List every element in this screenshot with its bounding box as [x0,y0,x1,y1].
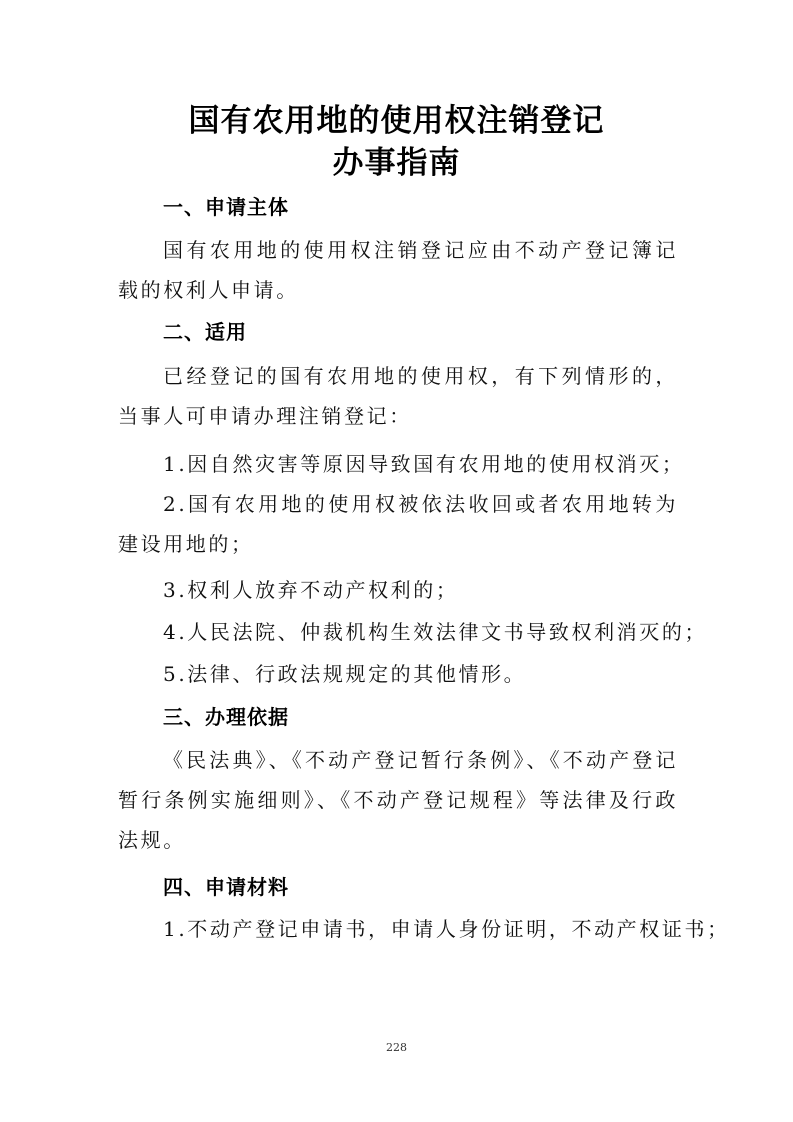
section3-paragraph: 《民法典》、《不动产登记暂行条例》、《不动产登记暂行条例实施细则》、《不动产登记规程》等法律及行政法规。 [118,748,678,852]
section3-heading: 三、办理依据 [163,705,289,729]
section2-item-4: 4.人民法院、仲裁机构生效法律文书导致权利消灭的； [163,620,708,644]
section2-intro: 已经登记的国有农用地的使用权，有下列情形的，当事人可申请办理注销登记： [118,364,678,428]
section2-item-2: 2.国有农用地的使用权被依法收回或者农用地转为建设用地的； [118,492,678,556]
section4-heading: 四、申请材料 [163,875,289,899]
section2-item-5: 5.法律、行政法规规定的其他情形。 [163,662,527,686]
section2-heading: 二、适用 [163,320,247,344]
page-number: 228 [386,1041,407,1054]
document-title-line2: 办事指南 [332,145,461,181]
section1-heading: 一、申请主体 [163,195,289,219]
section4-item-1: 1.不动产登记申请书，申请人身份证明，不动产权证书； [163,917,730,941]
section2-item-3: 3.权利人放弃不动产权利的； [163,578,459,602]
document-title-line1: 国有农用地的使用权注销登记 [188,103,605,139]
section2-item-1: 1.因自然灾害等原因导致国有农用地的使用权消灭； [163,452,685,476]
section1-paragraph: 国有农用地的使用权注销登记应由不动产登记簿记载的权利人申请。 [118,238,678,302]
